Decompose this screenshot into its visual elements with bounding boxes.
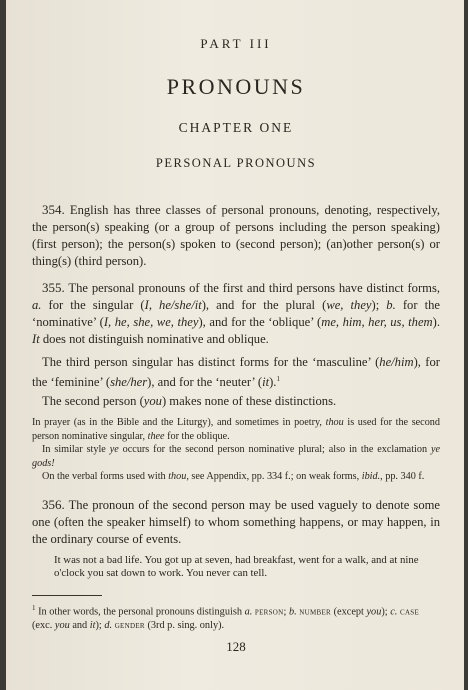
example-forms: you — [54, 620, 70, 632]
small-caps-term: case — [399, 607, 420, 618]
footnote-divider — [32, 595, 102, 596]
text-run: occurs for the second person nominative plural; also in the exclamation — [118, 444, 431, 456]
example-forms: me, him, her, us, them — [321, 315, 433, 329]
list-marker: c. — [390, 606, 398, 618]
paragraph-355-second-person — [32, 393, 440, 410]
example-forms: you — [143, 394, 162, 409]
note-ye — [32, 443, 440, 470]
text-run: ) makes none of these distinctions. — [161, 394, 337, 409]
example-forms: ibid. — [361, 471, 381, 483]
paragraph-number: 355. — [42, 280, 65, 295]
paragraph-355 — [32, 279, 440, 348]
text-run: , see Appendix, pp. 334 f.; on weak forms, — [186, 471, 362, 483]
text-run: is used for the second person nominative singular, — [32, 417, 440, 442]
text-run: The personal pronouns of the first and third persons have distinct forms, — [68, 281, 440, 295]
part-heading: PART III — [200, 36, 272, 51]
text-run: ), for the ‘feminine’ ( — [32, 355, 440, 390]
section-title: PRONOUNS — [166, 74, 306, 99]
text-run: for the oblique. — [164, 430, 230, 442]
text-run: for the singular ( — [41, 298, 145, 312]
text-run: ); — [371, 298, 387, 312]
example-forms: It — [32, 332, 40, 346]
text-run: In other words, the personal pronouns distinguish — [35, 606, 245, 618]
small-caps-term: number — [299, 607, 332, 618]
page-number: 128 — [226, 639, 246, 655]
note-verbal-forms — [32, 470, 440, 484]
example-forms: we, they — [326, 298, 372, 312]
text-run: ), and for the ‘oblique’ ( — [198, 315, 322, 329]
text-run: ). — [432, 315, 440, 329]
text-run: ). — [269, 375, 277, 390]
chapter-heading: CHAPTER ONE — [178, 120, 294, 135]
example-forms: thee — [147, 430, 165, 442]
example-forms: I, he/she/it — [144, 298, 202, 312]
text-run: (except — [331, 606, 367, 618]
example-quotation: It was not a bad life. You got up at seven, had breakfast, went for a walk, and at nine o'clock you sat down to work. You never can tell. — [54, 553, 419, 580]
example-forms: thou — [168, 471, 187, 483]
text-run: and — [69, 620, 90, 632]
text-run: The third person singular has distinct forms for the ‘masculine’ ( — [42, 355, 380, 369]
example-forms: ye — [109, 444, 119, 456]
example-forms: thou — [325, 417, 344, 429]
text-run: (exc. — [32, 620, 55, 632]
paragraph-354 — [32, 201, 440, 270]
text-run: In prayer (as in the Bible and the Liturgy), and sometimes in poetry, — [32, 417, 326, 429]
text-run: ), and for the ‘neuter’ ( — [147, 375, 263, 390]
paragraph-355-gender — [32, 354, 440, 391]
text-run: ), and for the plural ( — [201, 298, 327, 312]
example-forms: I, he, she, we, they — [103, 315, 199, 329]
example-forms: it — [89, 620, 96, 632]
footnote — [32, 602, 440, 633]
text-run: ); — [381, 606, 391, 618]
paragraph-356 — [32, 496, 440, 548]
example-forms: ye gods! — [32, 444, 440, 469]
example-forms: he/him — [379, 355, 414, 369]
paragraph-text: English has three classes of personal pronouns, denoting, respectively, the person(s) speaking (or a group of persons including the person speaking) (first person); the person(s) spoken to (second person); (an)other person(s) or thing(s) (third person). — [32, 203, 440, 268]
text-run: (3rd p. sing. only). — [144, 620, 225, 632]
list-marker: a. — [32, 298, 42, 312]
small-caps-term: person — [254, 607, 284, 618]
list-marker: d. — [104, 620, 113, 632]
list-marker: b. — [386, 298, 396, 312]
text-run: for the ‘nominative’ ( — [32, 298, 440, 329]
book-page — [6, 0, 464, 690]
text-run: , pp. 340 f. — [380, 471, 425, 483]
footnote-marker: 1 — [32, 603, 36, 612]
page-content — [32, 36, 440, 668]
note-prayer — [32, 416, 440, 443]
footnote-reference: 1 — [276, 375, 280, 383]
example-forms: you — [366, 606, 382, 618]
paragraph-number: 354. — [42, 202, 65, 217]
text-run: ; — [283, 606, 289, 618]
small-caps-term: gender — [114, 621, 145, 632]
chapter-subtitle: PERSONAL PRONOUNS — [155, 156, 317, 170]
small-print-notes — [32, 416, 440, 484]
text-run: In similar style — [42, 444, 110, 456]
text-run: On the verbal forms used with — [42, 471, 169, 483]
paragraph-number: 356. — [42, 496, 65, 512]
example-forms: she/her — [110, 375, 148, 390]
example-forms: it — [262, 375, 270, 390]
list-marker: b. — [288, 606, 297, 618]
paragraph-text: The pronoun of the second person may be used vaguely to denote some one (often the speaker himself) to whom something happens, or may happen, in the ordinary course of events. — [32, 497, 440, 546]
text-run: does not distinguish nominative and oblique. — [39, 332, 269, 346]
text-run: ); — [95, 620, 105, 632]
text-run: The second person ( — [42, 394, 144, 409]
list-marker: a. — [244, 606, 253, 618]
